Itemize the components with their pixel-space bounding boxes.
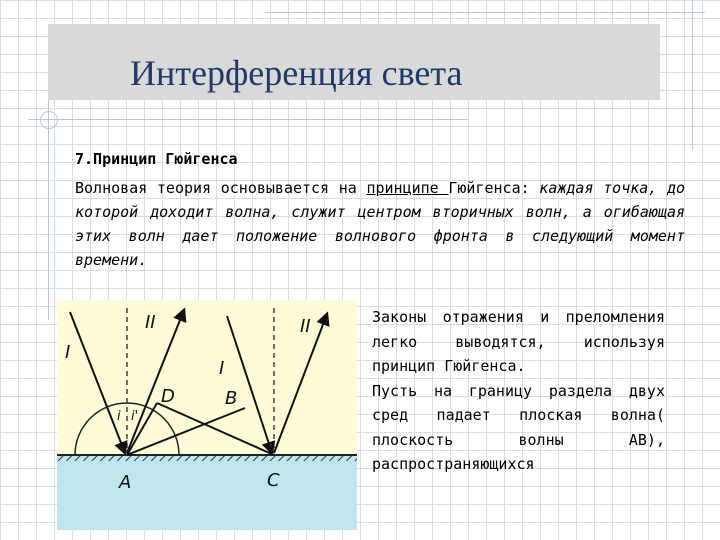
principle-link[interactable]: принципе [366, 179, 449, 197]
label-ray-i-right: I [219, 358, 225, 379]
decorative-horizontal-line [28, 119, 468, 120]
label-point-a: A [119, 472, 132, 493]
slide-title: Интерференция света [130, 53, 463, 93]
side-paragraph-setup: Пусть на границу раздела двух сред падает плоская волна( плоскость волны АВ), распространяющихся [372, 381, 665, 473]
intro-colon: : [520, 179, 540, 197]
side-paragraph-laws: Законы отражения и преломления легко выводятся, используя принцип Гюйгенса. [372, 308, 665, 375]
principle-definition: каждая точка, до которой доходит волна, служит центром вторичных волн, а огибающая этих волн дает положение волнового фронта в следующий момент времени. [75, 179, 686, 269]
lower-medium [57, 455, 357, 530]
decorative-circle [40, 111, 58, 129]
label-ray-i-left: I [65, 342, 71, 363]
label-ray-ii-left: II [145, 312, 156, 333]
huygens-reflection-figure [57, 300, 357, 530]
decorative-vertical-line [48, 100, 49, 320]
decorative-right-line [692, 0, 693, 150]
label-ray-ii-right: II [300, 316, 311, 337]
decorative-top-line [265, 12, 705, 13]
label-angle-i: i [117, 409, 121, 424]
label-point-c: C [267, 470, 280, 491]
slide-content [75, 150, 685, 272]
intro-paragraph [75, 176, 685, 272]
side-text-block [372, 305, 665, 477]
section-heading: 7.Принцип Гюйгенса [75, 150, 238, 168]
label-angle-i-prime: i' [131, 409, 139, 424]
upper-medium [57, 300, 357, 455]
label-point-d: D [161, 386, 175, 407]
huygens-name: Гюйгенса [448, 179, 521, 197]
intro-text-start: Волновая теория основывается на [75, 179, 367, 197]
reflection-diagram [57, 300, 357, 530]
label-point-b: B [225, 388, 238, 409]
